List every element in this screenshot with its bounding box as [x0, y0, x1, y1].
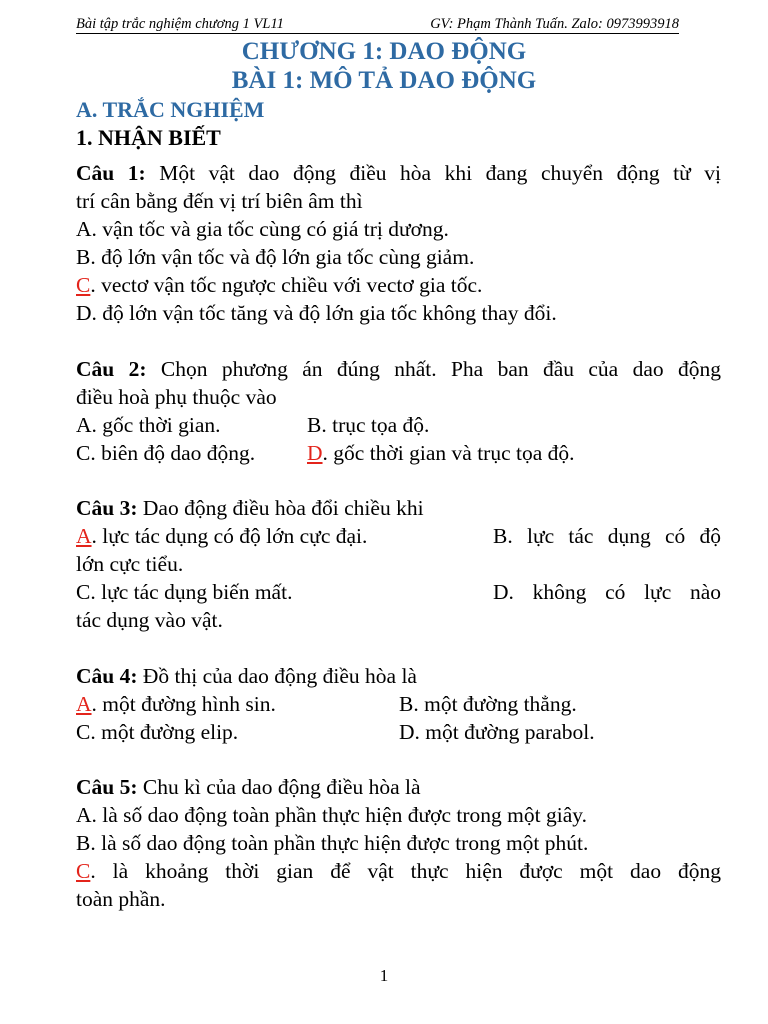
- option-letter: B: [493, 524, 508, 548]
- question-1-stem-line-2: trí cân bằng đến vị trí biên âm thì: [76, 189, 363, 213]
- header-teacher-contact: GV: Phạm Thành Tuấn. Zalo: 0973993918: [430, 16, 679, 32]
- page-number: 1: [379, 966, 389, 985]
- question-3-stem: [76, 494, 721, 522]
- question-1-option-c: [76, 271, 721, 299]
- section-heading: A. TRẮC NGHIỆM: [76, 97, 265, 122]
- question-4-option-c: [76, 720, 238, 744]
- question-5-stem: [76, 773, 721, 801]
- question-3-option-a: [76, 524, 367, 548]
- option-text: . vận tốc và gia tốc cùng có giá trị dương.: [91, 217, 449, 241]
- question-2-option-b: [307, 411, 429, 439]
- option-text: . một đường thẳng.: [413, 692, 577, 716]
- running-header: [76, 13, 679, 34]
- option-letter: B: [76, 831, 91, 855]
- question-2-options-row-1: [76, 411, 721, 439]
- option-letter: C: [76, 273, 91, 297]
- option-text: . độ lớn vận tốc tăng và độ lớn gia tốc không thay đổi.: [91, 301, 557, 325]
- question-1-label: Câu 1:: [76, 161, 146, 185]
- question-1-stem-text-1: Một vật dao động điều hòa khi đang chuyển động từ vị: [145, 161, 721, 185]
- option-text: . là số dao động toàn phần thực hiện được trong một giây.: [91, 803, 587, 827]
- option-text: . vectơ vận tốc ngược chiều với vectơ gia tốc.: [90, 273, 483, 297]
- option-text: . lực tác dụng biến mất.: [90, 580, 293, 604]
- option-text: . là khoảng thời gian để vật thực hiện được một dao động: [90, 859, 721, 883]
- question-4-option-b: [399, 690, 577, 718]
- question-5-option-a: [76, 801, 721, 829]
- option-text: . gốc thời gian và trục tọa độ.: [322, 441, 575, 465]
- option-text: . gốc thời gian.: [91, 413, 221, 437]
- option-letter: B: [76, 245, 91, 269]
- question-4-options-row-2: [76, 718, 721, 746]
- option-letter: C: [76, 441, 91, 465]
- question-2-stem: [76, 355, 721, 383]
- question-5-option-c: [76, 857, 721, 885]
- option-text: . một đường parabol.: [414, 720, 595, 744]
- option-letter: B: [307, 413, 322, 437]
- option-letter: C: [76, 720, 91, 744]
- header-course-title: Bài tập trắc nghiệm chương 1 VL11: [76, 16, 284, 32]
- option-text: . lực tác dụng có độ: [507, 524, 721, 548]
- question-3-option-d: [493, 578, 721, 606]
- option-text: . không có lực nào: [508, 580, 721, 604]
- option-letter: D: [76, 301, 92, 325]
- question-4-options-row-1: [76, 690, 721, 718]
- option-text: . một đường elip.: [90, 720, 239, 744]
- option-letter: A: [76, 413, 92, 437]
- question-2-stem-text-1: Chọn phương án đúng nhất. Pha ban đầu của dao động: [146, 357, 721, 381]
- option-text: . trục tọa độ.: [321, 413, 430, 437]
- option-letter: A: [76, 803, 92, 827]
- question-1-option-d: [76, 299, 721, 327]
- option-letter: D: [399, 720, 415, 744]
- question-3-stem-text-1: Dao động điều hòa đổi chiều khi: [137, 496, 424, 520]
- question-3-option-d-continuation: tác dụng vào vật.: [76, 608, 223, 632]
- question-4-stem: [76, 662, 721, 690]
- option-letter: C: [76, 859, 91, 883]
- question-4-option-d: [399, 718, 595, 746]
- question-2-option-c: [76, 441, 255, 465]
- question-3-option-b-continuation: lớn cực tiểu.: [76, 552, 184, 576]
- question-4-stem-text-1: Đồ thị của dao động điều hòa là: [137, 664, 417, 688]
- lesson-title: BÀI 1: MÔ TẢ DAO ĐỘNG: [231, 67, 537, 94]
- option-letter: A: [76, 692, 92, 716]
- question-2-label: Câu 2:: [76, 357, 147, 381]
- option-text: . lực tác dụng có độ lớn cực đại.: [91, 524, 368, 548]
- question-2-option-d: [307, 439, 575, 467]
- question-1-option-a: [76, 215, 721, 243]
- option-text: . một đường hình sin.: [91, 692, 276, 716]
- question-3-label: Câu 3:: [76, 496, 138, 520]
- question-3-option-b: [493, 522, 721, 550]
- question-2-options-row-2: [76, 439, 721, 467]
- question-2-option-a: [76, 413, 221, 437]
- option-text: . là số dao động toàn phần thực hiện được trong một phút.: [90, 831, 589, 855]
- option-letter: B: [399, 692, 414, 716]
- question-3-option-c: [76, 580, 292, 604]
- subsection-heading: 1. NHẬN BIẾT: [76, 125, 221, 150]
- option-letter: D: [307, 441, 323, 465]
- question-3-options-row-1: [76, 522, 721, 550]
- question-2-stem-line-2: điều hoà phụ thuộc vào: [76, 385, 277, 409]
- option-text: . độ lớn vận tốc và độ lớn gia tốc cùng giảm.: [90, 245, 475, 269]
- question-5-label: Câu 5:: [76, 775, 138, 799]
- question-5-option-c-continuation: toàn phần.: [76, 887, 166, 911]
- question-1-option-b: [76, 243, 721, 271]
- question-5-stem-text-1: Chu kì của dao động điều hòa là: [137, 775, 421, 799]
- option-letter: D: [493, 580, 509, 604]
- option-text: . biên độ dao động.: [90, 441, 256, 465]
- option-letter: A: [76, 217, 92, 241]
- option-letter: C: [76, 580, 91, 604]
- question-4-label: Câu 4:: [76, 664, 138, 688]
- question-1-stem: [76, 159, 721, 187]
- option-letter: A: [76, 524, 92, 548]
- question-5-option-b: [76, 829, 721, 857]
- question-4-option-a: [76, 692, 276, 716]
- chapter-title: CHƯƠNG 1: DAO ĐỘNG: [241, 38, 527, 65]
- question-3-options-row-2: [76, 578, 721, 606]
